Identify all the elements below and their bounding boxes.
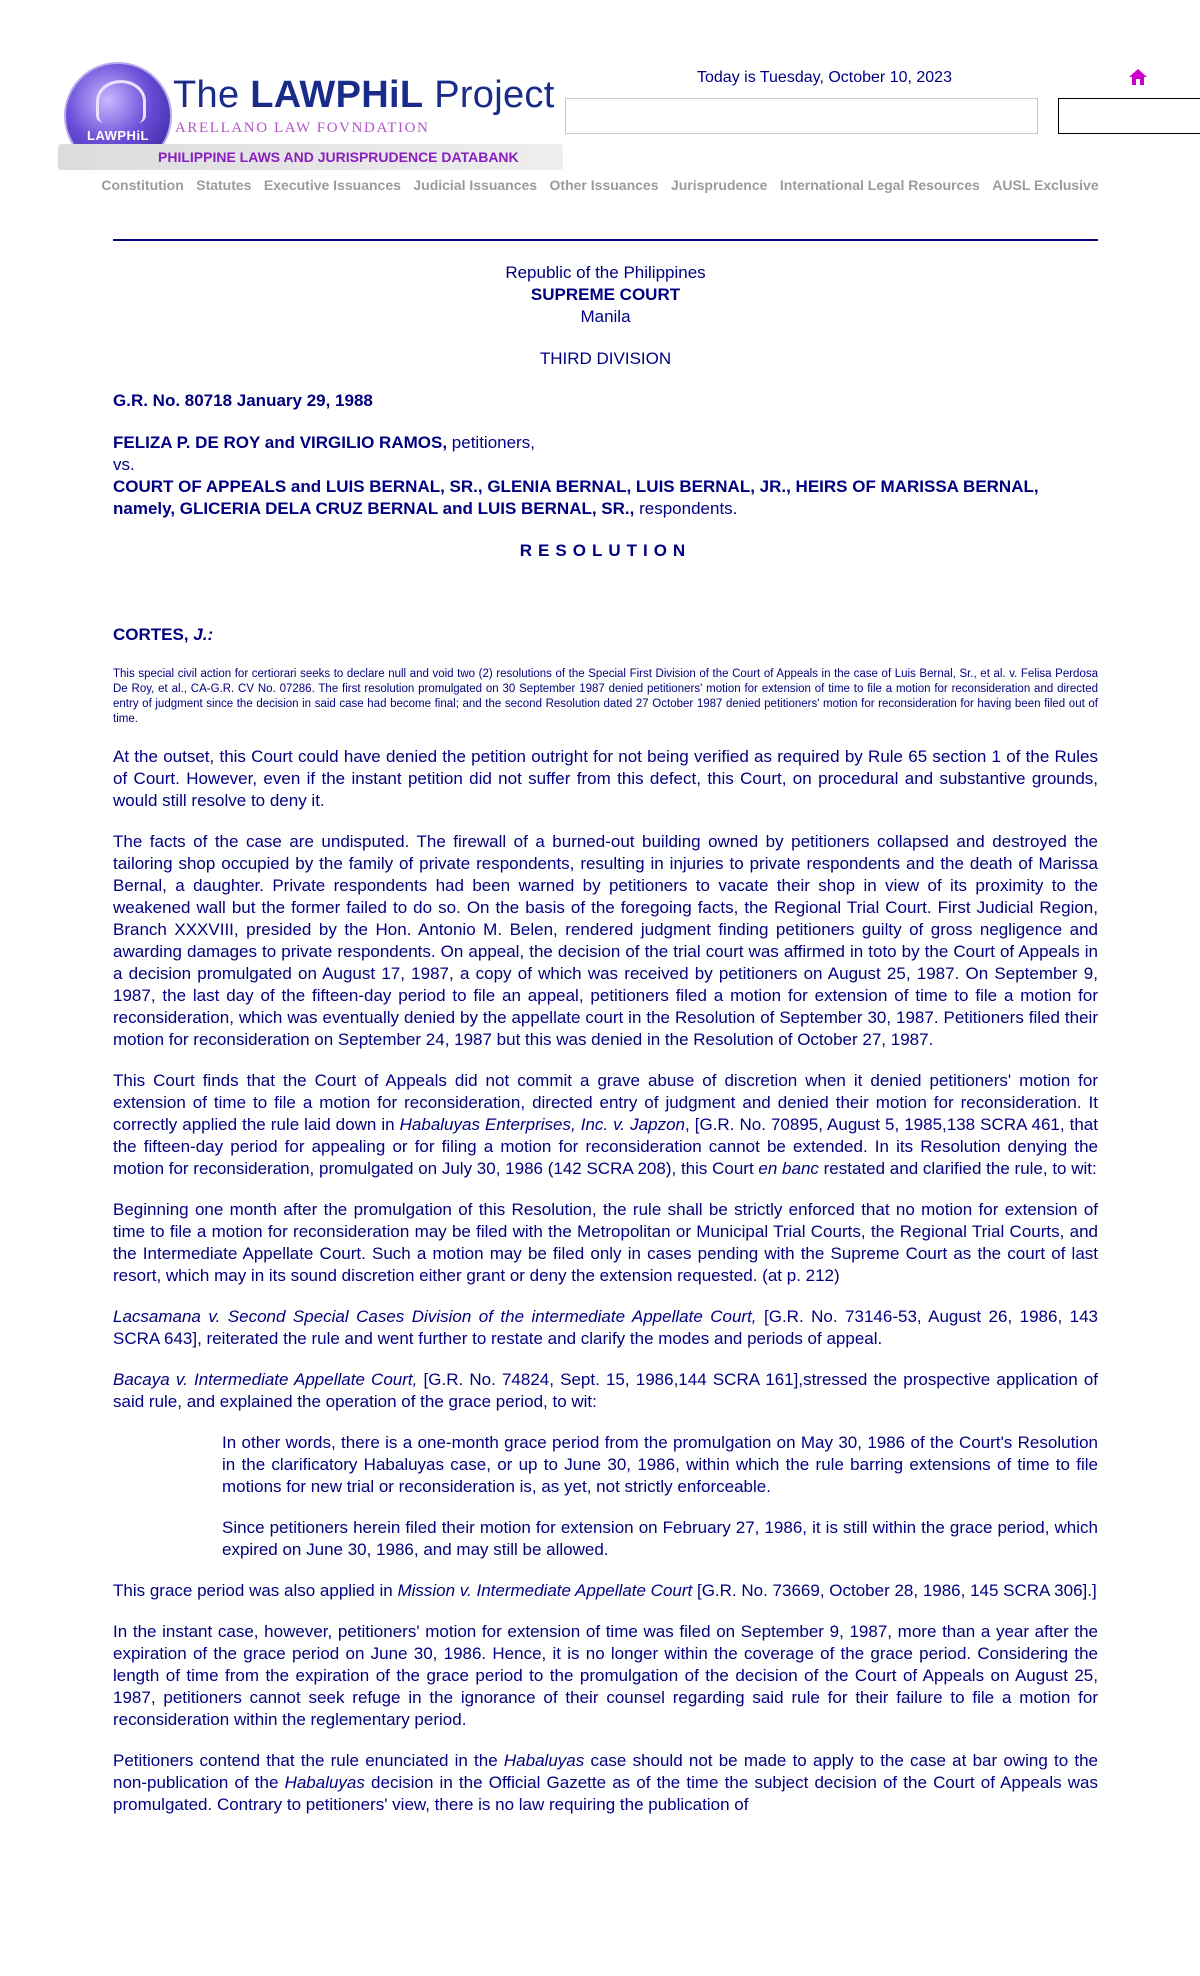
versus: vs. [113,455,135,474]
case-number: G.R. No. 80718 January 29, 1988 [113,391,373,410]
search-input[interactable] [565,98,1038,134]
nav-judicial-issuances[interactable]: Judicial Issuances [413,177,538,193]
nav-jurisprudence[interactable]: Jurisprudence [670,177,768,193]
paragraph-7: This grace period was also applied in Mission v. Intermediate Appellate Court [G.R. No. 73669, October 28, 1986, 145 SCRA 306].] [113,1581,1097,1600]
paragraph-8: In the instant case, however, petitioners' motion for extension of time was filed on September 9, 1987, more than a year after the expiration of the grace period on June 30, 1986. Hence, it is no longer within the coverage of the grace period. Considering the length of time from the expiration of the grace period to the promulgation of the decision of the Court of Appeals on August 25, 1987, petitioners cannot seek refuge in the ignorance of their counsel regarding said rule for their failure to file a motion for reconsideration within the reglementary period. [113,1622,1098,1729]
header-divider [113,239,1098,241]
court-city: Manila [580,307,631,326]
nav-international-legal-resources[interactable]: International Legal Resources [779,177,980,193]
ponente: CORTES, J.: [113,625,214,644]
logo-title: The LAWPHiL Project [173,74,555,116]
logo-band: PHILIPPINE LAWS AND JURISPRUDENCE DATABANK [58,144,563,170]
logo-subtitle: ARELLANO LAW FOVNDATION [175,120,430,136]
block-quote-1: In other words, there is a one-month grace period from the promulgation on May 30, 1986 of the Court's Resolution in the clarificatory Habaluyas case, or up to June 30, 1986, within which the rule barring extensions of time to file motions for new trial or reconsideration is, as yet, not strictly enforceable. [222,1433,1098,1496]
block-quote-2: Since petitioners herein filed their motion for extension on February 27, 1986, it is still within the grace period, which expired on June 30, 1986, and may still be allowed. [222,1518,1098,1559]
paragraph-4: Beginning one month after the promulgation of this Resolution, the rule shall be strictly enforced that no motion for extension of time to file a motion for reconsideration may be filed with the Metropolitan or Municipal Trial Courts, the Regional Trial Courts, and the Intermediate Appellate Court. Such a motion may be filed only in cases pending with the Supreme Court as the court of last resort, which may in its sound discretion either grant or deny the extension requested. (at p. 212) [113,1200,1098,1285]
main-nav [0,177,1200,195]
home-icon[interactable] [1128,68,1148,86]
paragraph-6: Bacaya v. Intermediate Appellate Court, [G.R. No. 74824, Sept. 15, 1986,144 SCRA 161],stressed the prospective application of said rule, and explained the operation of the grace period, to wit: [113,1370,1098,1411]
search-button[interactable] [1058,98,1200,134]
nav-constitution[interactable]: Constitution [101,177,184,193]
paragraph-3: This Court finds that the Court of Appeals did not commit a grave abuse of discretion when it denied petitioners' motion for extension of time to file a motion for reconsideration, directed entry of judgment and denied their motion for reconsideration. It correctly applied the rule laid down in Habaluyas Enterprises, Inc. v. Japzon, [G.R. No. 70895, August 5, 1985,138 SCRA 461, that the fifteen-day period for appealing or for filing a motion for reconsideration cannot be extended. In its Resolution denying the motion for reconsideration, promulgated on July 30, 1986 (142 SCRA 208), this Court en banc restated and clarified the rule, to wit: [113,1071,1098,1178]
nav-statutes[interactable]: Statutes [196,177,252,193]
nav-other-issuances[interactable]: Other Issuances [549,177,659,193]
scales-icon [96,80,146,123]
today-date: Today is Tuesday, October 10, 2023 [697,69,952,86]
site-logo[interactable] [58,60,563,172]
petitioners: FELIZA P. DE ROY and VIRGILIO RAMOS, petitioners, [113,433,535,452]
paragraph-5: Lacsamana v. Second Special Cases Division of the intermediate Appellate Court, [G.R. No. 73146-53, August 26, 1986, 143 SCRA 643], reiterated the rule and went further to restate and clarify the modes and periods of appeal. [113,1307,1099,1348]
paragraph-2: The facts of the case are undisputed. The firewall of a burned-out building owned by petitioners collapsed and destroyed the tailoring shop occupied by the family of private respondents, resulting in injuries to private respondents and the death of Marissa Bernal, a daughter. Private respondents had been warned by petitioners to vacate their shop in view of its proximity to the weakened wall but the former failed to do so. On the basis of the foregoing facts, the Regional Trial Court. First Judicial Region, Branch XXXVIII, presided by the Hon. Antonio M. Belen, rendered judgment finding petitioners guilty of gross negligence and awarding damages to private respondents. On appeal, the decision of the trial court was affirmed in toto by the Court of Appeals in a decision promulgated on August 17, 1987, a copy of which was received by petitioners on August 25, 1987. On September 9, 1987, the last day of the fifteen-day period to file an appeal, petitioners filed a motion for extension of time to file a motion for reconsideration, which was eventually denied by the appellate court in the Resolution of September 30, 1987. Petitioners filed their motion for reconsideration on September 24, 1987 but this was denied in the Resolution of October 27, 1987. [113,832,1098,1049]
syllabus: This special civil action for certiorari seeks to declare null and void two (2) resolutions of the Special First Division of the Court of Appeals in the case of Luis Bernal, Sr., et al. v. Felisa Perdosa De Roy, et al., CA-G.R. CV No. 07286. The first resolution promulgated on 30 September 1987 denied petitioners' motion for extension of time to file a motion for reconsideration and directed entry of judgment since the decision in said case had become final; and the second Resolution dated 27 October 1987 denied petitioners' motion for reconsideration for having been filed out of time. [113,668,1098,725]
paragraph-1: At the outset, this Court could have denied the petition outright for not being verified as required by Rule 65 section 1 of the Rules of Court. However, even if the instant petition did not suffer from this defect, this Court, on procedural and substantive grounds, would still resolve to deny it. [113,747,1098,810]
republic-line: Republic of the Philippines [505,263,706,282]
court-name: SUPREME COURT [530,285,681,304]
nav-ausl-exclusive[interactable]: AUSL Exclusive [992,177,1099,193]
resolution-heading: RESOLUTION [519,541,692,560]
document-body [113,262,1098,1816]
division-name: THIRD DIVISION [539,349,672,368]
seal-text: LAWPHiL [87,128,149,143]
respondents: COURT OF APPEALS and LUIS BERNAL, SR., GLENIA BERNAL, LUIS BERNAL, JR., HEIRS OF MARISSA BERNAL, namely, GLICERIA DELA CRUZ BERNAL and LUIS BERNAL, SR., respondents. [113,477,1039,518]
paragraph-9: Petitioners contend that the rule enunciated in the Habaluyas case should not be made to apply to the case at bar owing to the non-publication of the Habaluyas decision in the Official Gazette as of the time the subject decision of the Court of Appeals was promulgated. Contrary to petitioners' view, there is no law requiring the publication of [113,1751,1099,1814]
nav-executive-issuances[interactable]: Executive Issuances [263,177,401,193]
